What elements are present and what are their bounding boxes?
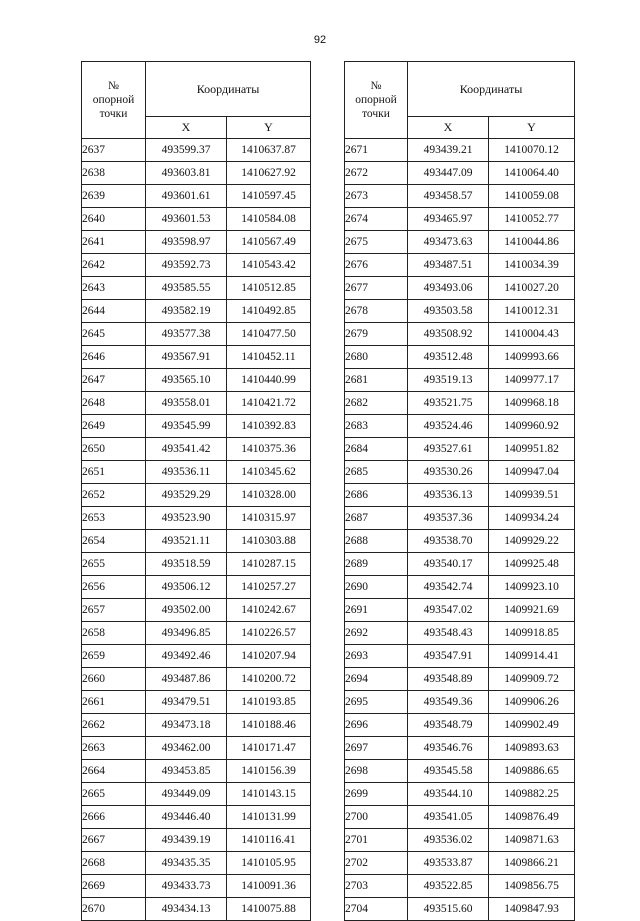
y-coordinate-cell: 1409960.92	[489, 415, 575, 438]
table-row	[82, 231, 311, 254]
x-coordinate-cell: 493503.58	[408, 300, 489, 323]
y-coordinate-cell: 1409977.17	[489, 369, 575, 392]
x-coordinate-cell: 493439.19	[146, 829, 227, 852]
x-coordinate-cell: 493512.48	[408, 346, 489, 369]
table-row	[345, 484, 575, 507]
x-coordinate-cell: 493523.90	[146, 507, 227, 530]
point-number-cell: 2700	[345, 806, 408, 829]
x-coordinate-cell: 493458.57	[408, 185, 489, 208]
x-coordinate-cell: 493533.87	[408, 852, 489, 875]
table-row	[82, 898, 311, 921]
point-number-cell: 2678	[345, 300, 408, 323]
y-coordinate-cell: 1410597.45	[227, 185, 311, 208]
point-number-cell: 2691	[345, 599, 408, 622]
x-coordinate-cell: 493544.10	[408, 783, 489, 806]
y-coordinate-cell: 1410375.36	[227, 438, 311, 461]
x-coordinate-cell: 493465.97	[408, 208, 489, 231]
table-row	[345, 737, 575, 760]
table-row	[82, 645, 311, 668]
x-coordinate-cell: 493599.37	[146, 139, 227, 162]
table-row	[82, 139, 311, 162]
point-number-cell: 2647	[82, 369, 146, 392]
table-row	[345, 300, 575, 323]
point-number-cell: 2656	[82, 576, 146, 599]
point-number-cell: 2699	[345, 783, 408, 806]
x-coordinate-cell: 493547.02	[408, 599, 489, 622]
x-coordinate-cell: 493540.17	[408, 553, 489, 576]
point-number-cell: 2685	[345, 461, 408, 484]
x-coordinate-cell: 493439.21	[408, 139, 489, 162]
y-coordinate-cell: 1410207.94	[227, 645, 311, 668]
table-row	[82, 461, 311, 484]
table-row	[82, 277, 311, 300]
y-coordinate-cell: 1409856.75	[489, 875, 575, 898]
point-number-cell: 2696	[345, 714, 408, 737]
y-coordinate-cell: 1410257.27	[227, 576, 311, 599]
table-row	[345, 392, 575, 415]
y-coordinate-cell: 1410477.50	[227, 323, 311, 346]
point-number-cell: 2666	[82, 806, 146, 829]
point-number-header: № опорной точки	[82, 62, 146, 139]
table-row	[345, 645, 575, 668]
y-coordinate-cell: 1410064.40	[489, 162, 575, 185]
point-number-cell: 2660	[82, 668, 146, 691]
coordinates-header: Координаты	[408, 62, 575, 117]
table-row	[82, 254, 311, 277]
point-number-cell: 2698	[345, 760, 408, 783]
table-row	[345, 438, 575, 461]
table-row	[82, 691, 311, 714]
x-coordinate-cell: 493537.36	[408, 507, 489, 530]
x-header: X	[408, 117, 489, 139]
table-row	[82, 438, 311, 461]
x-coordinate-cell: 493548.79	[408, 714, 489, 737]
table-row	[345, 139, 575, 162]
table-row	[82, 323, 311, 346]
y-header: Y	[227, 117, 311, 139]
y-coordinate-cell: 1410315.97	[227, 507, 311, 530]
coordinates-table-left	[81, 61, 311, 921]
point-number-cell: 2651	[82, 461, 146, 484]
table-row	[345, 231, 575, 254]
y-coordinate-cell: 1409847.93	[489, 898, 575, 921]
point-number-cell: 2655	[82, 553, 146, 576]
table-row	[345, 898, 575, 921]
x-header: X	[146, 117, 227, 139]
y-coordinate-cell: 1409914.41	[489, 645, 575, 668]
x-coordinate-cell: 493565.10	[146, 369, 227, 392]
table-row	[345, 576, 575, 599]
point-number-cell: 2686	[345, 484, 408, 507]
x-coordinate-cell: 493447.09	[408, 162, 489, 185]
point-number-cell: 2667	[82, 829, 146, 852]
x-coordinate-cell: 493508.92	[408, 323, 489, 346]
coordinates-header: Координаты	[146, 62, 311, 117]
x-coordinate-cell: 493549.36	[408, 691, 489, 714]
y-coordinate-cell: 1409951.82	[489, 438, 575, 461]
table-row	[345, 829, 575, 852]
table-row	[82, 553, 311, 576]
table-row	[345, 185, 575, 208]
table-row	[345, 277, 575, 300]
y-coordinate-cell: 1410091.36	[227, 875, 311, 898]
point-number-cell: 2648	[82, 392, 146, 415]
y-coordinate-cell: 1409939.51	[489, 484, 575, 507]
x-coordinate-cell: 493530.26	[408, 461, 489, 484]
y-coordinate-cell: 1410226.57	[227, 622, 311, 645]
x-coordinate-cell: 493521.75	[408, 392, 489, 415]
y-coordinate-cell: 1410027.20	[489, 277, 575, 300]
table-row	[82, 576, 311, 599]
point-number-cell: 2641	[82, 231, 146, 254]
y-coordinate-cell: 1409968.18	[489, 392, 575, 415]
y-coordinate-cell: 1409918.85	[489, 622, 575, 645]
point-number-cell: 2695	[345, 691, 408, 714]
y-coordinate-cell: 1410345.62	[227, 461, 311, 484]
table-row	[345, 254, 575, 277]
point-number-cell: 2692	[345, 622, 408, 645]
table-row	[82, 530, 311, 553]
point-number-cell: 2674	[345, 208, 408, 231]
y-coordinate-cell: 1410171.47	[227, 737, 311, 760]
x-coordinate-cell: 493473.18	[146, 714, 227, 737]
x-coordinate-cell: 493449.09	[146, 783, 227, 806]
y-coordinate-cell: 1410044.86	[489, 231, 575, 254]
x-coordinate-cell: 493536.13	[408, 484, 489, 507]
x-coordinate-cell: 493518.59	[146, 553, 227, 576]
point-number-cell: 2694	[345, 668, 408, 691]
point-number-cell: 2640	[82, 208, 146, 231]
x-coordinate-cell: 493435.35	[146, 852, 227, 875]
point-number-header: № опорной точки	[345, 62, 408, 139]
x-coordinate-cell: 493582.19	[146, 300, 227, 323]
table-row	[345, 346, 575, 369]
y-coordinate-cell: 1409909.72	[489, 668, 575, 691]
point-number-cell: 2690	[345, 576, 408, 599]
point-number-cell: 2662	[82, 714, 146, 737]
point-number-cell: 2657	[82, 599, 146, 622]
y-coordinate-cell: 1409866.21	[489, 852, 575, 875]
x-coordinate-cell: 493603.81	[146, 162, 227, 185]
y-coordinate-cell: 1410200.72	[227, 668, 311, 691]
y-coordinate-cell: 1410512.85	[227, 277, 311, 300]
x-coordinate-cell: 493538.70	[408, 530, 489, 553]
x-coordinate-cell: 493541.42	[146, 438, 227, 461]
table-row	[82, 875, 311, 898]
y-coordinate-cell: 1410392.83	[227, 415, 311, 438]
x-coordinate-cell: 493545.99	[146, 415, 227, 438]
x-coordinate-cell: 493548.43	[408, 622, 489, 645]
y-coordinate-cell: 1410584.08	[227, 208, 311, 231]
x-coordinate-cell: 493446.40	[146, 806, 227, 829]
x-coordinate-cell: 493598.97	[146, 231, 227, 254]
x-coordinate-cell: 493542.74	[408, 576, 489, 599]
page-number: 92	[313, 34, 327, 46]
table-row	[82, 737, 311, 760]
point-number-cell: 2680	[345, 346, 408, 369]
y-coordinate-cell: 1410070.12	[489, 139, 575, 162]
y-coordinate-cell: 1409882.25	[489, 783, 575, 806]
table-row	[345, 162, 575, 185]
y-coordinate-cell: 1410567.49	[227, 231, 311, 254]
y-coordinate-cell: 1410052.77	[489, 208, 575, 231]
point-number-cell: 2645	[82, 323, 146, 346]
y-coordinate-cell: 1410156.39	[227, 760, 311, 783]
point-number-cell: 2683	[345, 415, 408, 438]
y-coordinate-cell: 1410452.11	[227, 346, 311, 369]
y-coordinate-cell: 1409906.26	[489, 691, 575, 714]
point-number-cell: 2672	[345, 162, 408, 185]
table-row	[82, 392, 311, 415]
x-coordinate-cell: 493547.91	[408, 645, 489, 668]
y-coordinate-cell: 1409947.04	[489, 461, 575, 484]
table-row	[82, 208, 311, 231]
y-coordinate-cell: 1410034.39	[489, 254, 575, 277]
x-coordinate-cell: 493536.11	[146, 461, 227, 484]
table-row	[345, 507, 575, 530]
y-coordinate-cell: 1410004.43	[489, 323, 575, 346]
table-row	[345, 806, 575, 829]
point-number-cell: 2704	[345, 898, 408, 921]
table-row	[345, 461, 575, 484]
point-number-cell: 2669	[82, 875, 146, 898]
y-coordinate-cell: 1410303.88	[227, 530, 311, 553]
x-coordinate-cell: 493522.85	[408, 875, 489, 898]
table-row	[345, 553, 575, 576]
point-number-cell: 2687	[345, 507, 408, 530]
point-number-cell: 2673	[345, 185, 408, 208]
x-coordinate-cell: 493433.73	[146, 875, 227, 898]
point-number-cell: 2679	[345, 323, 408, 346]
point-number-cell: 2675	[345, 231, 408, 254]
point-number-cell: 2697	[345, 737, 408, 760]
point-number-cell: 2682	[345, 392, 408, 415]
point-number-cell: 2646	[82, 346, 146, 369]
point-number-cell: 2639	[82, 185, 146, 208]
point-number-cell: 2689	[345, 553, 408, 576]
table-row	[82, 622, 311, 645]
y-coordinate-cell: 1409893.63	[489, 737, 575, 760]
table-row	[82, 668, 311, 691]
y-coordinate-cell: 1410105.95	[227, 852, 311, 875]
table-row	[345, 599, 575, 622]
x-coordinate-cell: 493546.76	[408, 737, 489, 760]
table-row	[345, 668, 575, 691]
point-number-cell: 2650	[82, 438, 146, 461]
y-coordinate-cell: 1409886.65	[489, 760, 575, 783]
table-body-right	[345, 139, 575, 921]
x-coordinate-cell: 493527.61	[408, 438, 489, 461]
table-row	[345, 691, 575, 714]
table-row	[82, 714, 311, 737]
y-coordinate-cell: 1409929.22	[489, 530, 575, 553]
x-coordinate-cell: 493577.38	[146, 323, 227, 346]
y-coordinate-cell: 1409993.66	[489, 346, 575, 369]
point-number-cell: 2702	[345, 852, 408, 875]
x-coordinate-cell: 493493.06	[408, 277, 489, 300]
y-coordinate-cell: 1409902.49	[489, 714, 575, 737]
x-coordinate-cell: 493519.13	[408, 369, 489, 392]
point-number-cell: 2661	[82, 691, 146, 714]
table-row	[345, 760, 575, 783]
x-coordinate-cell: 493479.51	[146, 691, 227, 714]
table-row	[345, 530, 575, 553]
table-row	[82, 806, 311, 829]
point-number-cell: 2658	[82, 622, 146, 645]
point-number-cell: 2643	[82, 277, 146, 300]
table-row	[82, 852, 311, 875]
x-coordinate-cell: 493492.46	[146, 645, 227, 668]
point-number-cell: 2642	[82, 254, 146, 277]
table-body-left	[82, 139, 311, 921]
x-coordinate-cell: 493502.00	[146, 599, 227, 622]
y-coordinate-cell: 1410543.42	[227, 254, 311, 277]
table-row	[82, 484, 311, 507]
y-coordinate-cell: 1410075.88	[227, 898, 311, 921]
y-coordinate-cell: 1409876.49	[489, 806, 575, 829]
x-coordinate-cell: 493515.60	[408, 898, 489, 921]
point-number-cell: 2653	[82, 507, 146, 530]
x-coordinate-cell: 493545.58	[408, 760, 489, 783]
table-row	[82, 829, 311, 852]
point-number-cell: 2644	[82, 300, 146, 323]
point-number-cell: 2668	[82, 852, 146, 875]
y-coordinate-cell: 1410287.15	[227, 553, 311, 576]
point-number-cell: 2676	[345, 254, 408, 277]
point-number-cell: 2637	[82, 139, 146, 162]
y-coordinate-cell: 1410059.08	[489, 185, 575, 208]
y-coordinate-cell: 1410421.72	[227, 392, 311, 415]
point-number-cell: 2677	[345, 277, 408, 300]
table-row	[345, 323, 575, 346]
point-number-cell: 2665	[82, 783, 146, 806]
y-coordinate-cell: 1410627.92	[227, 162, 311, 185]
x-coordinate-cell: 493487.86	[146, 668, 227, 691]
x-coordinate-cell: 493529.29	[146, 484, 227, 507]
y-coordinate-cell: 1410012.31	[489, 300, 575, 323]
point-number-cell: 2671	[345, 139, 408, 162]
x-coordinate-cell: 493473.63	[408, 231, 489, 254]
point-number-cell: 2684	[345, 438, 408, 461]
table-row	[82, 369, 311, 392]
x-coordinate-cell: 493496.85	[146, 622, 227, 645]
y-coordinate-cell: 1410637.87	[227, 139, 311, 162]
coordinates-table-right	[344, 61, 575, 921]
y-coordinate-cell: 1410188.46	[227, 714, 311, 737]
point-number-cell: 2659	[82, 645, 146, 668]
point-number-cell: 2693	[345, 645, 408, 668]
x-coordinate-cell: 493487.51	[408, 254, 489, 277]
table-row	[82, 760, 311, 783]
point-number-cell: 2654	[82, 530, 146, 553]
table-row	[82, 783, 311, 806]
y-coordinate-cell: 1410143.15	[227, 783, 311, 806]
y-coordinate-cell: 1410328.00	[227, 484, 311, 507]
x-coordinate-cell: 493585.55	[146, 277, 227, 300]
point-number-cell: 2663	[82, 737, 146, 760]
table-row	[345, 415, 575, 438]
y-coordinate-cell: 1410440.99	[227, 369, 311, 392]
y-coordinate-cell: 1410116.41	[227, 829, 311, 852]
table-row	[82, 599, 311, 622]
x-coordinate-cell: 493601.61	[146, 185, 227, 208]
x-coordinate-cell: 493524.46	[408, 415, 489, 438]
table-row	[82, 300, 311, 323]
table-row	[345, 783, 575, 806]
table-row	[82, 346, 311, 369]
y-coordinate-cell: 1409925.48	[489, 553, 575, 576]
y-coordinate-cell: 1409934.24	[489, 507, 575, 530]
y-coordinate-cell: 1410131.99	[227, 806, 311, 829]
table-row	[345, 369, 575, 392]
table-row	[345, 714, 575, 737]
point-number-cell: 2638	[82, 162, 146, 185]
y-coordinate-cell: 1410492.85	[227, 300, 311, 323]
table-row	[345, 852, 575, 875]
point-number-cell: 2664	[82, 760, 146, 783]
y-header: Y	[489, 117, 575, 139]
table-row	[82, 162, 311, 185]
y-coordinate-cell: 1410242.67	[227, 599, 311, 622]
x-coordinate-cell: 493506.12	[146, 576, 227, 599]
x-coordinate-cell: 493462.00	[146, 737, 227, 760]
point-number-cell: 2652	[82, 484, 146, 507]
x-coordinate-cell: 493453.85	[146, 760, 227, 783]
x-coordinate-cell: 493434.13	[146, 898, 227, 921]
y-coordinate-cell: 1409923.10	[489, 576, 575, 599]
table-row	[345, 875, 575, 898]
table-row	[82, 185, 311, 208]
table-row	[345, 208, 575, 231]
point-number-cell: 2688	[345, 530, 408, 553]
point-number-cell: 2649	[82, 415, 146, 438]
point-number-cell: 2701	[345, 829, 408, 852]
y-coordinate-cell: 1410193.85	[227, 691, 311, 714]
y-coordinate-cell: 1409871.63	[489, 829, 575, 852]
point-number-cell: 2681	[345, 369, 408, 392]
x-coordinate-cell: 493548.89	[408, 668, 489, 691]
x-coordinate-cell: 493541.05	[408, 806, 489, 829]
y-coordinate-cell: 1409921.69	[489, 599, 575, 622]
x-coordinate-cell: 493601.53	[146, 208, 227, 231]
table-row	[345, 622, 575, 645]
point-number-cell: 2670	[82, 898, 146, 921]
x-coordinate-cell: 493567.91	[146, 346, 227, 369]
point-number-cell: 2703	[345, 875, 408, 898]
x-coordinate-cell: 493592.73	[146, 254, 227, 277]
x-coordinate-cell: 493536.02	[408, 829, 489, 852]
x-coordinate-cell: 493521.11	[146, 530, 227, 553]
x-coordinate-cell: 493558.01	[146, 392, 227, 415]
table-row	[82, 415, 311, 438]
table-row	[82, 507, 311, 530]
